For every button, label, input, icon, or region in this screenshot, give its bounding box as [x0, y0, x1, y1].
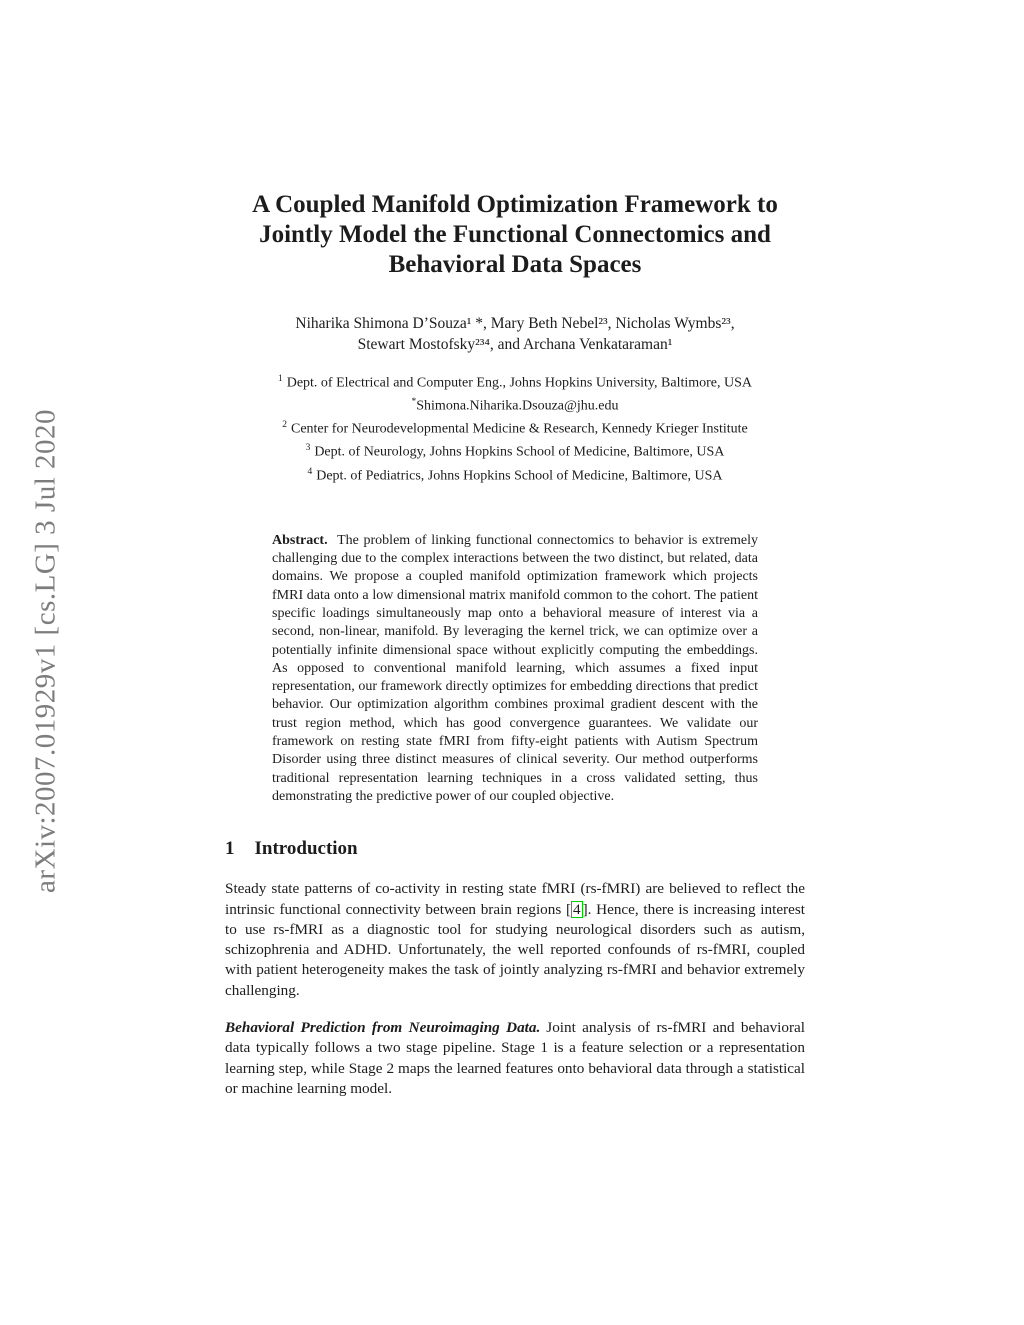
paper-title-line: Behavioral Data Spaces [388, 251, 642, 278]
arxiv-watermark: arXiv:2007.01929v1 [cs.LG] 3 Jul 2020 [29, 408, 62, 894]
contact-email [225, 393, 805, 416]
affiliation-line [225, 416, 805, 439]
intro-paragraph [225, 879, 805, 1001]
affiliation-line [225, 463, 805, 486]
section-heading-introduction [225, 836, 805, 862]
affiliation-text: Dept. of Electrical and Computer Eng., Johns Hopkins University, Baltimore, USA [286, 375, 753, 391]
paragraph-run-in-heading: Behavioral Prediction from Neuroimaging Data. [225, 1019, 541, 1037]
citation-link-4[interactable]: 4 [573, 900, 581, 918]
intro-text-after: ]. Hence, there is increasing interest to use rs-fMRI as a diagnostic tool for studying neurological disorders such as autism, schizophrenia and ADHD. Unfortunately, the well reported confounds of rs-fMRI, coupled with patient heterogeneity makes the task of jointly analyzing rs-fMRI and behavior extremely challenging. [225, 900, 805, 999]
section-title: Introduction [254, 838, 358, 860]
abstract-text: The problem of linking functional connectomics to behavior is extremely challenging due to the complex interactions between the two distinct, but related, data domains. We propose a coupled manifold optimization framework which projects fMRI data onto a low dimensional matrix manifold common to the cohort. The patient specific loadings simultaneously map onto a behavioral measure of interest via a second, non-linear, manifold. By leveraging the kernel trick, we can optimize over a potentially infinite dimensional space without explicitly computing the embeddings. As opposed to conventional manifold learning, which assumes a fixed input representation, our framework directly optimizes for embedding directions that predict behavior. Our optimization algorithm combines proximal gradient descent with the trust region method, which has good convergence guarantees. We validate our framework on resting state fMRI from fifty-eight patients with Autism Spectrum Disorder using three distinct measures of clinical severity. Our method outperforms traditional representation learning techniques in a cross validated setting, thus demonstrating the predictive power of our coupled objective. [272, 532, 758, 804]
abstract-label: Abstract. [272, 532, 328, 548]
author-list [225, 313, 805, 355]
affiliation-text: Center for Neurodevelopmental Medicine & Research, Kennedy Krieger Institute [290, 421, 748, 437]
author-line: Niharika Shimona D’Souza¹ *, Mary Beth Nebel²³, Nicholas Wymbs²³, [295, 315, 735, 332]
affiliation-marker: 1 [277, 374, 283, 384]
affiliation-text: Dept. of Pediatrics, Johns Hopkins School of Medicine, Baltimore, USA [316, 468, 723, 484]
email-star-marker: * [411, 397, 417, 408]
affiliation-line [225, 439, 805, 462]
author-line: Stewart Mostofsky²³⁴, and Archana Venkataraman¹ [357, 336, 673, 353]
paragraph-text: Joint analysis of rs-fMRI and behavioral data typically follows a two stage pipeline. Stage 1 is a feature selection or a representation learning step, while Stage 2 maps the learned features onto behavioral data through a statistical or machine learning model. [225, 1019, 805, 1097]
intro-text-before: Steady state patterns of co-activity in resting state fMRI (rs-fMRI) are believed to reflect the intrinsic functional connectivity between brain regions [ [225, 880, 805, 918]
paper-title-line: A Coupled Manifold Optimization Framework to [252, 191, 778, 218]
affiliation-line [225, 370, 805, 393]
paper-title [225, 190, 805, 280]
affiliation-marker: 3 [305, 443, 311, 454]
affiliation-marker: 4 [307, 466, 313, 477]
email-address: Shimona.Niharika.Dsouza@jhu.edu [416, 398, 619, 414]
paper-title-line: Jointly Model the Functional Connectomics and [259, 221, 771, 248]
paper-content [225, 190, 805, 1099]
affiliation-block [225, 370, 805, 486]
affiliation-text: Dept. of Neurology, Johns Hopkins School of Medicine, Baltimore, USA [314, 445, 725, 461]
affiliation-marker: 2 [282, 420, 287, 431]
section-number: 1 [225, 838, 235, 860]
abstract [272, 532, 758, 806]
behavioral-prediction-paragraph [225, 1018, 805, 1099]
